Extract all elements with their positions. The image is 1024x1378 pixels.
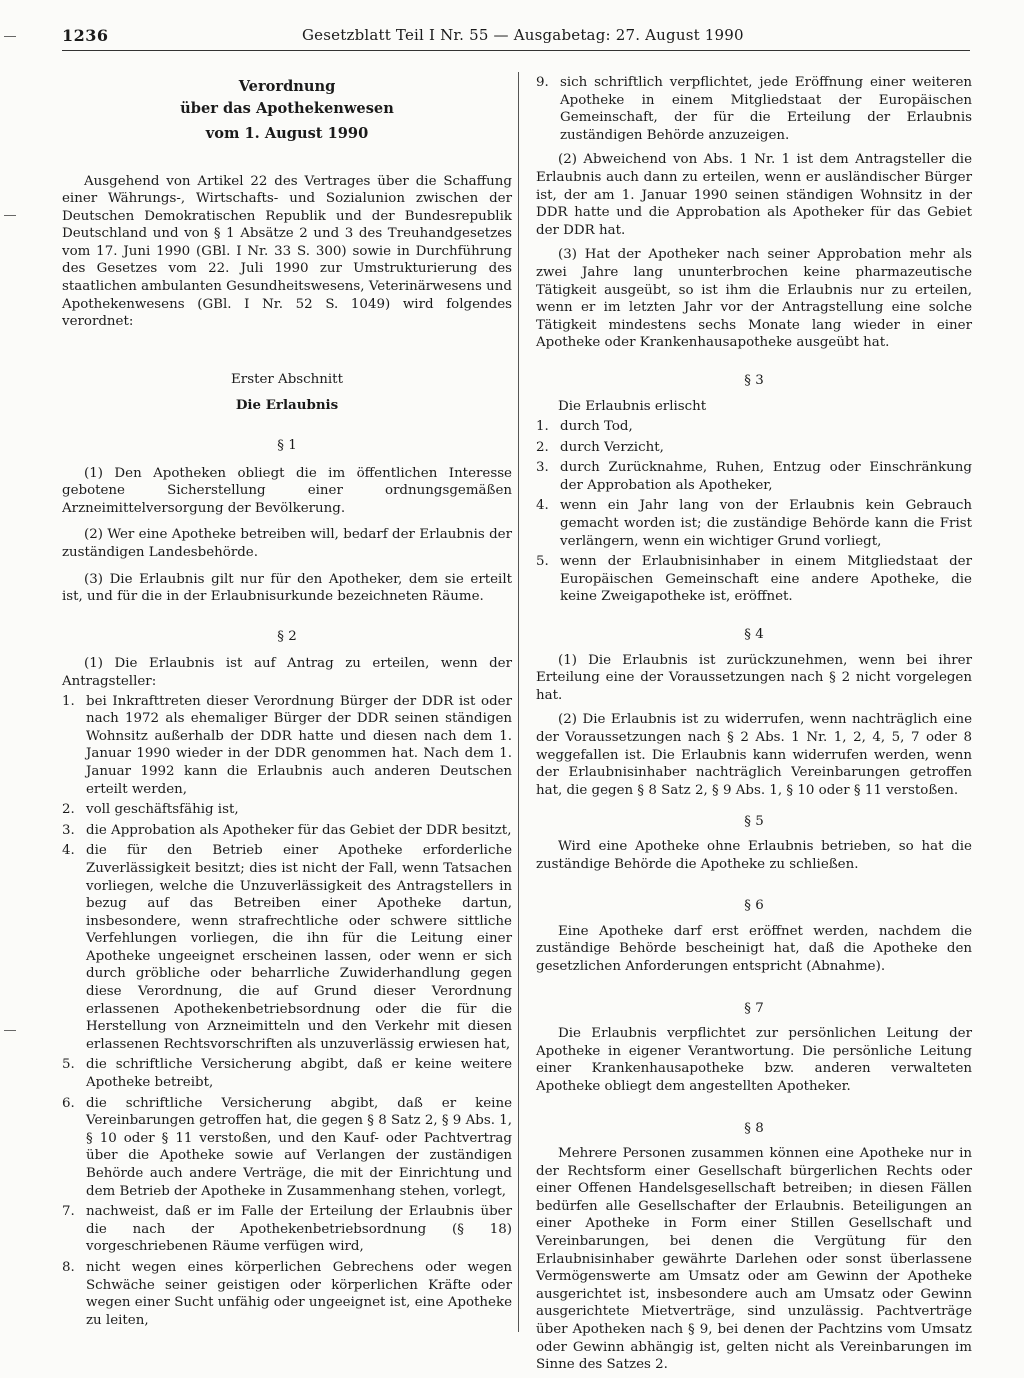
running-title: Gesetzblatt Teil I Nr. 55 — Ausgabetag: 27. August 1990 (302, 26, 744, 44)
paragraph-1-abs-1: (1) Den Apotheken obliegt die im öffentlichen Interesse gebotene Sicherstellung einer ordnungsgemäßen Arzneimittelversorgung der Bevölkerung. (62, 465, 512, 516)
title-line-3: vom 1. August 1990 (205, 125, 369, 142)
item-number: 1. (536, 419, 549, 435)
list-item (536, 459, 972, 494)
margin-mark (4, 215, 16, 216)
paragraph-2-list (62, 693, 512, 1330)
section-label: Erster Abschnitt (231, 371, 343, 387)
item-text: die Approbation als Apotheker für das Gebiet der DDR besitzt, (86, 822, 512, 838)
paragraph-5-text: Wird eine Apotheke ohne Erlaubnis betrieben, so hat die zuständige Behörde die Apotheke zu schließen. (536, 838, 972, 872)
paragraph-2-heading: § 2 (277, 628, 297, 644)
item-text: nachweist, daß er im Falle der Erteilung der Erlaubnis über die nach der Apothekenbetriebsordnung (§ 18) vorgeschriebenen Räume verfügen wird, (86, 1204, 512, 1255)
margin-mark (4, 36, 16, 37)
section-name: Die Erlaubnis (235, 397, 339, 414)
list-item (536, 74, 972, 144)
paragraph-3-heading: § 3 (744, 372, 764, 388)
paragraph-7-text: Die Erlaubnis verpflichtet zur persönlichen Leitung der Apotheke in eigener Verantwortung. Die persönliche Leitung einer Krankenhausapotheke bzw. anderen verwalteten Apotheke obliegt dem angestellten Apotheker. (536, 1026, 972, 1094)
item-text: die für den Betrieb einer Apotheke erforderliche Zuverlässigkeit besitzt; dies ist nicht der Fall, wenn Tatsachen vorliegen, welche die Unzuverlässigkeit des Antragstellers in bezug auf das Betreiben einer Apotheke dartun, insbesondere, wenn strafrechtliche oder schwere sittliche Verfehlungen vorliegen, die ihn für die Leitung einer Apotheke ungeeignet erscheinen lassen, oder wenn er sich durch gröbliche oder beharrliche Zuwiderhandlung gegen diese Verordnung, die auf Grund dieser Verordnung erlassenen Apothekenbetriebsordnung oder die für die Herstellung von Arzneimitteln und den Verkehr mit diesen erlassenen Rechtsvorschriften als unzuverlässig erwiesen hat, (86, 843, 512, 1052)
preamble: Ausgehend von Artikel 22 des Vertrages über die Schaffung einer Währungs-, Wirtschafts- und Sozialunion zwischen der Deutschen Demokratischen Republik und der Bundesrepublik Deutschland und von § 1 Absätze 2 und 3 des Treuhandgesetzes vom 17. Juni 1990 (GBl. I Nr. 33 S. 300) sowie in Durchführung des Gesetzes vom 22. Juli 1990 zur Umstrukturierung des staatlichen ambulanten Gesundheitswesens, Veterinärwesens und Apothekenwesens (GBl. I Nr. 52 S. 1049) wird folgendes verordnet: (62, 173, 512, 330)
list-item (536, 553, 972, 606)
item-number: 2. (536, 439, 549, 455)
item-number: 9. (536, 75, 549, 90)
item-text: durch Verzicht, (560, 439, 664, 455)
paragraph-3-intro: Die Erlaubnis erlischt (558, 398, 707, 414)
list-item (536, 439, 972, 457)
list-item (62, 1203, 512, 1256)
item-text: durch Zurücknahme, Ruhen, Entzug oder Einschränkung der Approbation als Apotheker, (560, 460, 972, 493)
paragraph-6-heading: § 6 (744, 898, 764, 914)
item-text: wenn der Erlaubnisinhaber in einem Mitgliedstaat der Europäischen Gemeinschaft eine andere Apotheke, die keine Zweigapotheke ist, eröffnet. (560, 554, 972, 605)
paragraph-5-heading: § 5 (744, 814, 764, 830)
paragraph-6-text: Eine Apotheke darf erst eröffnet werden, nachdem die zuständige Behörde bescheinigt hat, daß die Apotheke den gesetzlichen Anforderungen entspricht (Abnahme). (536, 923, 972, 974)
paragraph-4-abs-1: (1) Die Erlaubnis ist zurückzunehmen, wenn bei ihrer Erteilung eine der Voraussetzungen nach § 2 nicht vorgelegen hat. (536, 652, 972, 703)
item-text: voll geschäftsfähig ist, (86, 802, 239, 818)
paragraph-8-text: Mehrere Personen zusammen können eine Apotheke nur in der Rechtsform einer Gesellschaft bürgerlichen Rechts oder einer Offenen Handelsgesellschaft betreiben; in diesen Fällen bedürfen alle Gesellschafter der Erlaubnis. Beteiligungen an einer Apotheke in Form einer Stillen Gesellschaft und Vereinbarungen, bei denen die Vergütung für den Erlaubnisinhaber gewährte Darlehen oder sonst überlassene Vermögenswerte am Umsatz oder am Gewinn der Apotheke ausgerichtet ist, insbesondere auch am Umsatz oder Gewinn ausgerichtete Mietverträge, sind unzulässig. Pachtverträge über Apotheken nach § 9, bei denen der Pachtzins vom Umsatz oder Gewinn abhängig ist, gelten nicht als Vereinbarungen im Sinne des Satzes 2. (536, 1146, 972, 1373)
item-number: 5. (536, 554, 549, 570)
paragraph-4-heading: § 4 (744, 627, 764, 643)
item-number: 6. (62, 1095, 75, 1111)
item-number: 4. (536, 498, 549, 514)
title-line-1: Verordnung (238, 78, 336, 95)
paragraph-8-heading: § 8 (744, 1120, 764, 1136)
document-title (62, 76, 512, 145)
list-item (62, 1056, 512, 1091)
item-text: die schriftliche Versicherung abgibt, daß er keine weitere Apotheke betreibt, (86, 1057, 512, 1091)
paragraph-2-intro: (1) Die Erlaubnis ist auf Antrag zu erteilen, wenn der Antragsteller: (62, 656, 512, 689)
list-item (536, 418, 972, 436)
paragraph-1-abs-3: (3) Die Erlaubnis gilt nur für den Apotheker, dem sie erteilt ist, und für die in der Erlaubnisurkunde bezeichneten Räume. (62, 571, 512, 605)
item-text: wenn ein Jahr lang von der Erlaubnis kein Gebrauch gemacht worden ist; die zuständige Behörde kann die Frist verlängern, wenn ein wichtiger Grund vorliegt, (560, 498, 972, 549)
list-item (62, 842, 512, 1053)
item-number: 3. (62, 822, 75, 838)
item-text: sich schriftlich verpflichtet, jede Eröffnung einer weiteren Apotheke in einem Mitgliedstaat der Europäischen Gemeinschaft, der für die Erteilung der Erlaubnis zuständigen Behörde anzuzeigen. (560, 75, 972, 143)
paragraph-1-heading: § 1 (277, 438, 297, 454)
title-line-2: über das Apothekenwesen (180, 99, 394, 117)
item-text: bei Inkrafttreten dieser Verordnung Bürger der DDR ist oder nach 1972 als ehemaliger Bürger der DDR seinen ständigen Wohnsitz außerhalb der DDR hatte und diesen nach dem 1. Januar 1990 wieder in der DDR genommen hat. Nach dem 1. Januar 1992 kann die Erlaubnis auch anderen Deutschen erteilt werden, (86, 693, 512, 797)
item-number: 2. (62, 802, 75, 818)
item-text: die schriftliche Versicherung abgibt, daß er keine Vereinbarungen getroffen hat, die gegen § 8 Satz 2, § 9 Abs. 1, § 10 oder § 11 verstoßen, und den Kauf- oder Pachtvertrag über die Apotheke sowie auf Verlangen der zuständigen Behörde auch andere Verträge, die mit der Einrichtung und dem Betrieb der Apotheke in Zusammenhang stehen, vorlegt, (86, 1095, 512, 1199)
item-number: 7. (62, 1204, 75, 1220)
paragraph-2-abs-3: (3) Hat der Apotheker nach seiner Approbation mehr als zwei Jahre lang ununterbrochen keine pharmazeutische Tätigkeit ausgeübt, so ist ihm die Erlaubnis nur zu erteilen, wenn er im letzten Jahr vor der Antragstellung eine solche Tätigkeit mindestens sechs Monate lang wieder in einer Apotheke oder Krankenhausapotheke ausgeübt hat. (536, 247, 972, 351)
left-column (62, 74, 512, 1329)
list-item (536, 497, 972, 550)
item-number: 4. (62, 843, 75, 859)
item-text: nicht wegen eines körperlichen Gebrechens oder wegen Schwäche seiner geistigen oder körperlichen Kräfte oder wegen einer Sucht unfähig oder ungeeignet ist, eine Apotheke zu leiten, (86, 1259, 512, 1328)
list-item (62, 801, 512, 819)
paragraph-7-heading: § 7 (744, 1000, 764, 1016)
list-item (62, 822, 512, 840)
list-item (62, 1259, 512, 1329)
page-header (62, 26, 970, 51)
item-number: 8. (62, 1259, 75, 1275)
margin-mark (4, 1030, 16, 1031)
item-number: 3. (536, 460, 549, 476)
list-item (62, 693, 512, 799)
paragraph-2-list-continued (536, 74, 972, 144)
right-column (536, 74, 972, 1374)
item-text: durch Tod, (560, 419, 633, 435)
item-number: 1. (62, 693, 75, 709)
list-item (62, 1095, 512, 1201)
item-number: 5. (62, 1057, 75, 1073)
page-number: 1236 (62, 26, 109, 45)
paragraph-1-abs-2: (2) Wer eine Apotheke betreiben will, bedarf der Erlaubnis der zuständigen Landesbehörde. (62, 527, 512, 560)
paragraph-2-abs-2: (2) Abweichend von Abs. 1 Nr. 1 ist dem Antragsteller die Erlaubnis auch dann zu erteilen, wenn er ausländischer Bürger ist, der am 1. Januar 1990 seinen ständigen Wohnsitz in der DDR hatte und die Approbation als Apotheker für das Gebiet der DDR hat. (536, 152, 972, 238)
paragraph-4-abs-2: (2) Die Erlaubnis ist zu widerrufen, wenn nachträglich eine der Voraussetzungen nach § 2 Abs. 1 Nr. 1, 2, 4, 5, 7 oder 8 weggefallen ist. Die Erlaubnis kann widerrufen werden, wenn der Erlaubnisinhaber nachträglich Vereinbarungen getroffen hat, die gegen § 8 Satz 2, § 9 Abs. 1, § 10 oder § 11 verstoßen. (536, 712, 972, 798)
paragraph-3-list (536, 418, 972, 606)
column-divider (518, 72, 519, 1332)
